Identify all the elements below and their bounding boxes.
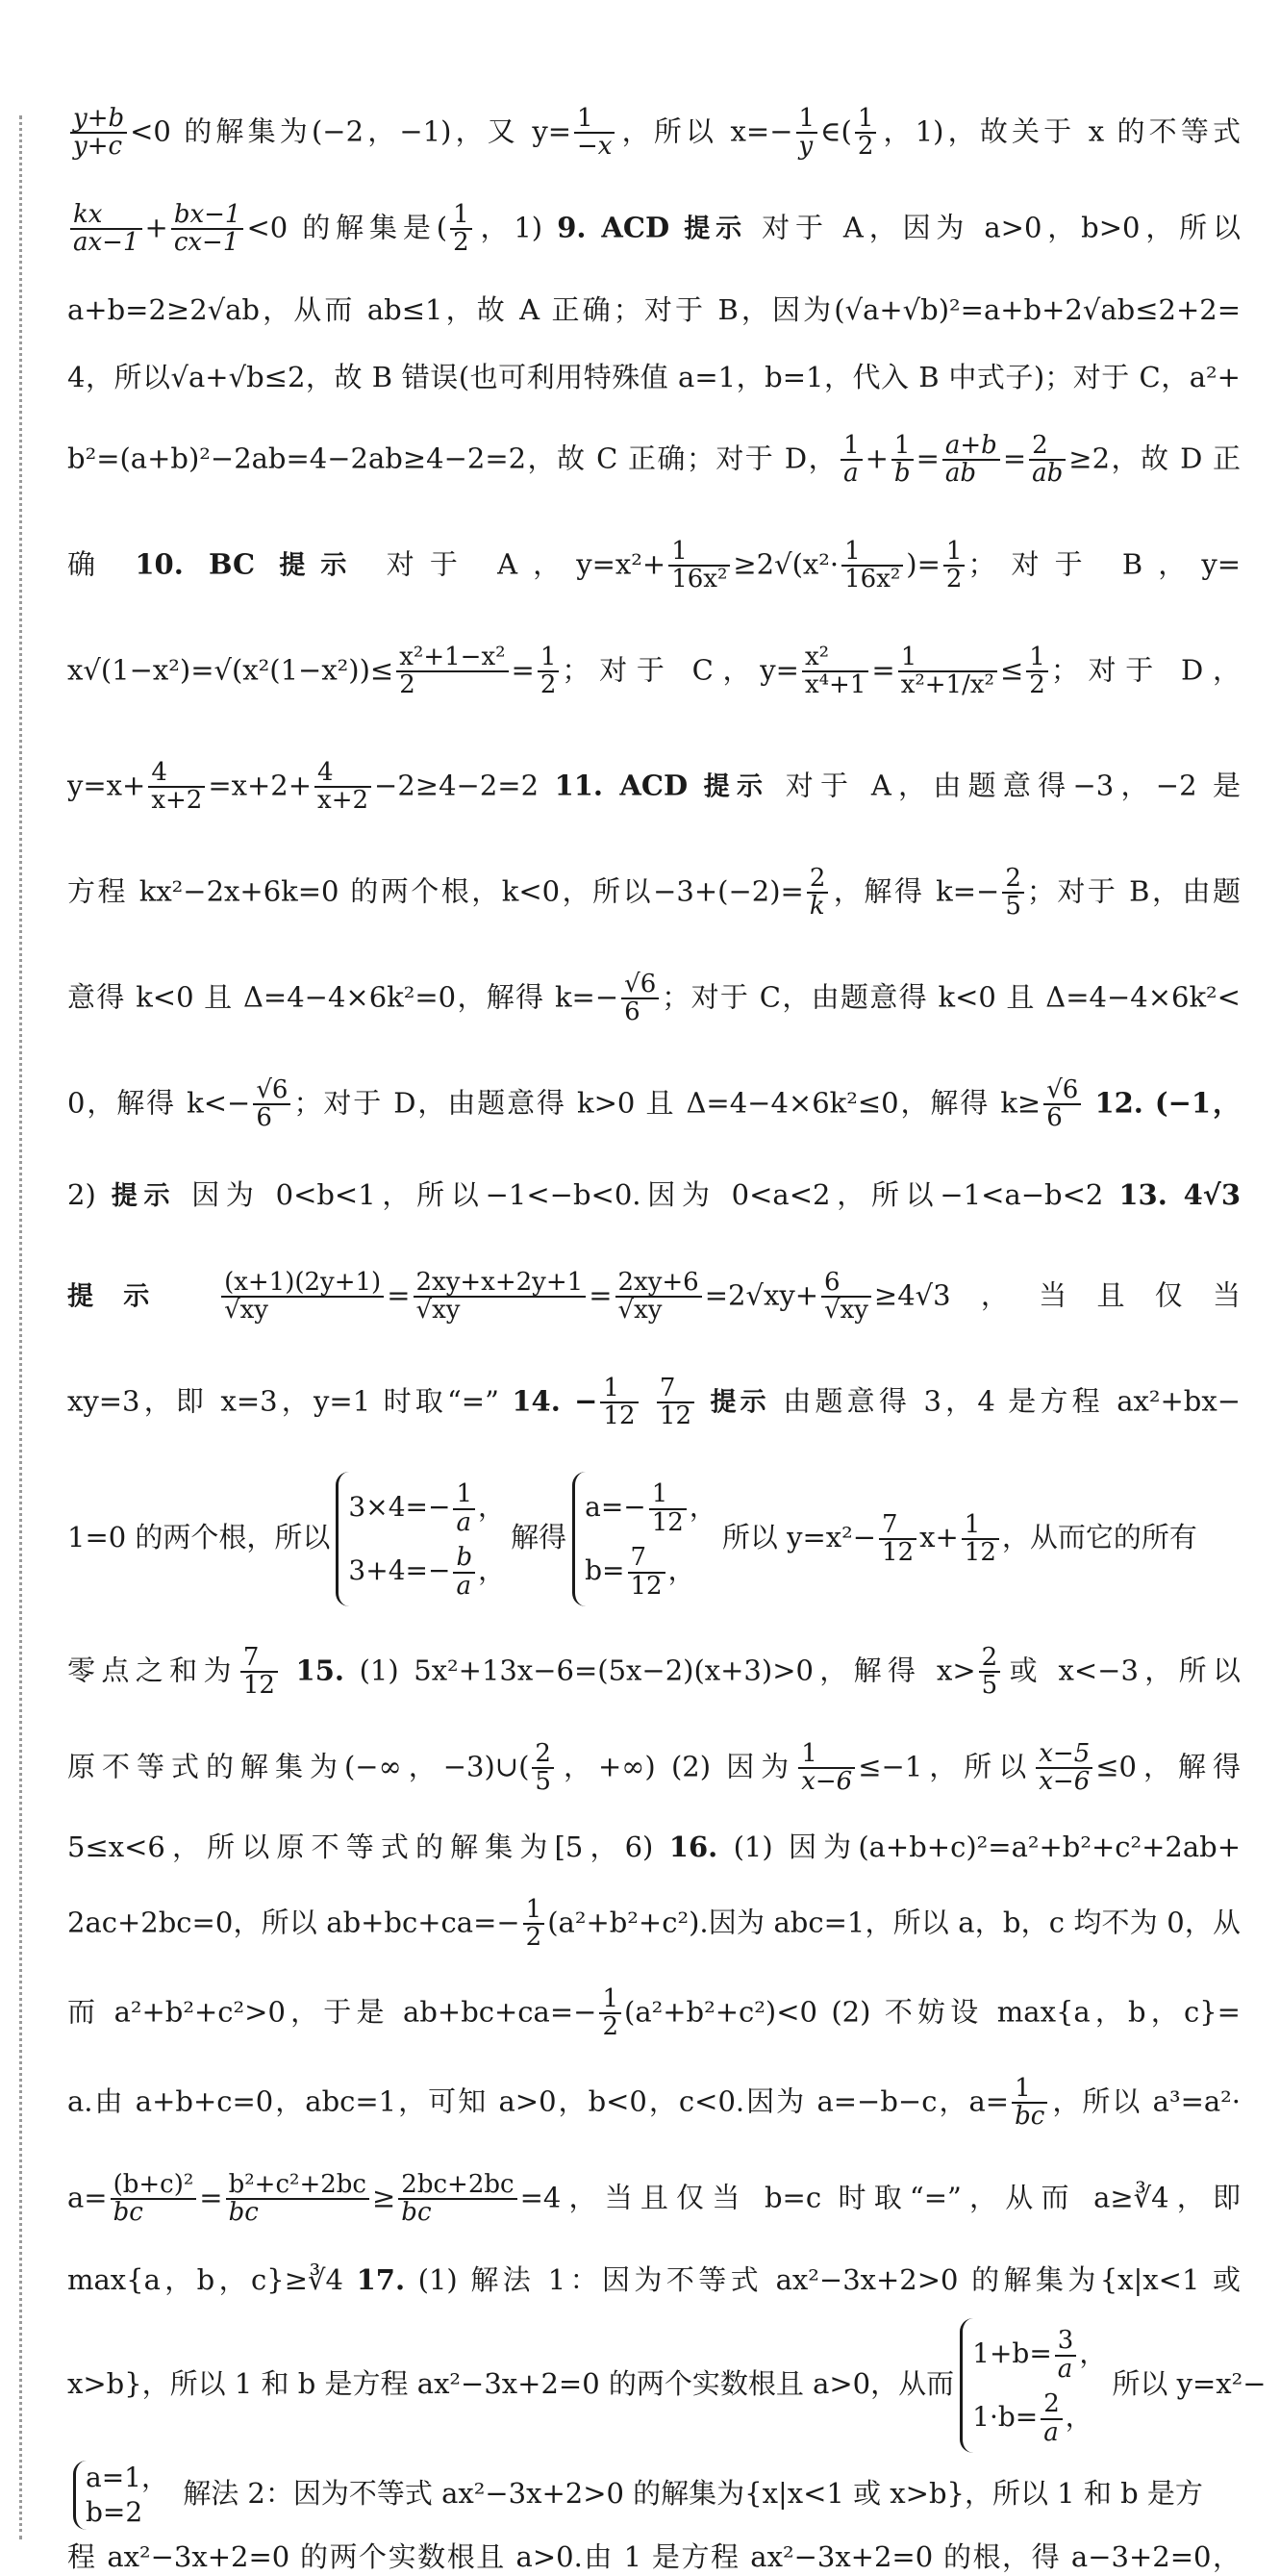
- fraction: $\frac{1}{2}$: [943, 539, 966, 593]
- margin-dotted-rule: [19, 115, 22, 2539]
- fraction: $\frac{1}{bc}$: [1012, 2076, 1047, 2131]
- fraction: $\frac{2bc+2bc}{bc}$: [398, 2172, 516, 2227]
- fraction: $\frac{2}{5}$: [532, 1741, 554, 1796]
- fraction: $\frac{\text{(b+c)²}}{bc}$: [111, 2172, 197, 2227]
- fraction: $\frac{1}{12}$: [600, 1376, 638, 1430]
- answer-14: 14. −: [512, 1384, 598, 1418]
- text-line: $\frac{kx}{ax-1}$ + $\frac{bx-1}{cx-1}$ <0 的解集是( $\frac{1}{2}$ ，1) 9. ACD 提示 对于 A，因为 a>0，b>0，所以: [67, 202, 1241, 257]
- fraction: $\frac{1}{2}$: [1026, 644, 1048, 699]
- answer-15: 15.: [295, 1654, 344, 1687]
- fraction: $\frac{2xy+6}{√xy}$: [615, 1270, 702, 1325]
- text-line: a= $\frac{\text{(b+c)²}}{bc}$ = $\frac{\text{b²+c²+2bc}}{bc}$ ≥ $\frac{2bc+2bc}{bc}$ =4，当且仅当 b=c 时取“=”，从而 a≥∛4，即: [67, 2170, 1241, 2228]
- answer-10: 10. BC: [135, 547, 256, 581]
- fraction: $\frac{1}{12}$: [962, 1512, 999, 1567]
- fraction: $\frac{2}{5}$: [979, 1645, 1001, 1700]
- hint-label: 提示: [279, 550, 363, 581]
- text-line: 程 ax²−3x+2=0 的两个实数根且 a>0.由 1 是方程 ax²−3x+2=0 的根，得 a−3+2=0，: [67, 2540, 1241, 2573]
- fraction: $\frac{7}{12}$: [657, 1376, 694, 1430]
- fraction: $\frac{1}{\text{16x²}}$: [668, 539, 730, 593]
- text-line: $\frac{y+b}{y+c}$ <0 的解集为(−2，−1)，又 y= $\frac{1}{-x}$ ，所以 x=− $\frac{1}{y}$ ∈( $\frac{1}{2}$ ，1)，故关于 x 的不等式: [67, 106, 1241, 161]
- text-line: a.由 a+b+c=0，abc=1，可知 a>0，b<0，c<0.因为 a=−b−c，a= $\frac{1}{bc}$ ，所以 a³=a²·: [67, 2074, 1242, 2132]
- fraction: $\frac{4}{x+2}$: [314, 760, 371, 815]
- answer-12: 12. (−1，: [1094, 1086, 1241, 1120]
- answer-9: 9. ACD: [557, 211, 670, 244]
- fraction: $\frac{1}{\text{16x²}}$: [841, 539, 903, 593]
- text-line: a+b=2≥2√ab，从而 ab≤1，故 A 正确；对于 B，因为(√a+√b)²=a+b+2√ab≤2+2=: [67, 293, 1241, 326]
- text-line: 确 10. BC 提示 对于 A，y=x²+ $\frac{1}{\text{16x²}}$ ≥2√(x²· $\frac{1}{\text{16x²}}$ )= $\frac{1}{2}$ ；对于 B，y=: [67, 537, 1242, 594]
- equation-system: 3×4=− $\frac{1}{a}$ ， 3+4=− $\frac{b}{a}$ ，: [336, 1472, 505, 1606]
- text-line: 零点之和为 $\frac{7}{12}$ 15. (1) 5x²+13x−6=(5x−2)(x+3)>0，解得 x> $\frac{2}{5}$ 或 x<−3，所以: [67, 1643, 1242, 1701]
- text-line: a=1， b=2 解法 2：因为不等式 ax²−3x+2>0 的解集为{x|x<1 或 x>b}，所以 1 和 b 是方: [67, 2461, 1241, 2538]
- fraction: $\frac{1}{2}$: [599, 1986, 621, 2041]
- text-line: 而 a²+b²+c²>0，于是 ab+bc+ca=− $\frac{1}{2}$ (a²+b²+c²)<0 (2) 不妨设 max{a，b，c}=: [67, 1984, 1241, 2042]
- text-line: 1=0 的两个根，所以 3×4=− $\frac{1}{a}$ ， 3+4=− $\frac{b}{a}$ ， 解得 a=− $\frac{1}{12}$ ， b= $\frac{7}{12}$ ， 所以 y=x²− $\frac{7}{12}$ x+ $\frac{1}{12}$ ，从而它的所有: [67, 1472, 1241, 1626]
- text-line: 提示 $\frac{(x+1)(2y+1)}{√xy}$ = $\frac{2xy+x+2y+1}{√xy}$ = $\frac{2xy+6}{√xy}$ =2√xy+ $\frac{6}{√xy}$ ≥4√3，当且仅当: [67, 1268, 1241, 1326]
- fraction: $\frac{1}{2}$: [450, 202, 472, 257]
- fraction: $\frac{2}{5}$: [1002, 866, 1024, 921]
- hint-label: 提示: [67, 1281, 180, 1312]
- fraction: $\frac{1}{x-6}$: [798, 1741, 855, 1796]
- answer-16: 16.: [668, 1831, 718, 1863]
- answer-11: 11. ACD: [554, 769, 689, 802]
- fraction: $\frac{4}{x+2}$: [148, 760, 205, 815]
- hint-label: 提示: [710, 1387, 770, 1418]
- fraction: $\frac{1}{2}$: [538, 644, 560, 699]
- fraction: $\frac{2}{ab}$: [1029, 433, 1066, 488]
- fraction: $\frac{2}{k}$: [807, 866, 829, 921]
- fraction: $\frac{kx}{ax-1}$: [70, 202, 142, 257]
- equation-system: 1+b= $\frac{3}{a}$ ， 1·b= $\frac{2}{a}$ ，: [960, 2318, 1106, 2453]
- hint-label: 提示: [111, 1181, 177, 1211]
- fraction: $\frac{1}{-x}$: [574, 106, 615, 161]
- fraction: $\frac{7}{12}$: [879, 1512, 916, 1567]
- fraction: $\frac{1}{y}$: [796, 106, 818, 161]
- text-line: 2ac+2bc=0，所以 ab+bc+ca=− $\frac{1}{2}$ (a²+b²+c²).因为 abc=1，所以 a，b，c 均不为 0，从: [67, 1895, 1241, 1953]
- fraction: $\frac{√6}{6}$: [621, 972, 659, 1026]
- text-line: y=x+ $\frac{4}{x+2}$ =x+2+ $\frac{4}{x+2}$ −2≥4−2=2 11. ACD 提示 对于 A，由题意得−3，−2 是: [67, 758, 1242, 816]
- fraction: $\frac{\text{x²}}{\text{x⁴+1}}$: [802, 644, 868, 699]
- hint-label: 提示: [684, 214, 747, 244]
- fraction: $\frac{√6}{6}$: [1043, 1077, 1081, 1132]
- text-line: x>b}，所以 1 和 b 是方程 ax²−3x+2=0 的两个实数根且 a>0，从而 1+b= $\frac{3}{a}$ ， 1·b= $\frac{2}{a}$ ， 所以 y=x²−: [67, 2318, 1241, 2462]
- equation-system: a=1， b=2: [73, 2461, 168, 2530]
- fraction: $\frac{7}{12}$: [240, 1645, 278, 1700]
- fraction: $\frac{√6}{6}$: [253, 1077, 290, 1132]
- fraction: $\frac{x-5}{x-6}$: [1036, 1741, 1092, 1796]
- fraction: $\frac{6}{√xy}$: [821, 1270, 871, 1325]
- text-line: xy=3，即 x=3，y=1 时取“=” 14. − $\frac{1}{12}$ $\frac{7}{12}$ 提示 由题意得 3，4 是方程 ax²+bx−: [67, 1374, 1242, 1431]
- equation-system: a=− $\frac{1}{12}$ ， b= $\frac{7}{12}$ ，: [572, 1472, 716, 1606]
- text-line: 意得 k<0 且 Δ=4−4×6k²=0，解得 k=− $\frac{√6}{6}$ ；对于 C，由题意得 k<0 且 Δ=4−4×6k²<: [67, 970, 1241, 1027]
- fraction: $\frac{2xy+x+2y+1}{√xy}$: [414, 1270, 587, 1325]
- text-line: x√(1−x²)=√(x²(1−x²))≤ $\frac{\text{x²+1−x²}}{2}$ = $\frac{1}{2}$ ；对于 C，y= $\frac{\text{x²}}{\text{x⁴+1}}$ = $\frac{1}{\text{x²+1/x²}}$ ≤ $\frac{1}{2}$ ；对于 D，: [67, 643, 1241, 700]
- text-line: b²=(a+b)²−2ab=4−2ab≥4−2=2，故 C 正确；对于 D， $\frac{1}{a}$ + $\frac{1}{b}$ = $\frac{a+b}{ab}$ = $\frac{2}{ab}$ ≥2，故 D 正: [67, 431, 1241, 489]
- text-line: max{a，b，c}≥∛4 17. (1) 解法 1：因为不等式 ax²−3x+2>0 的解集为{x|x<1 或: [67, 2263, 1242, 2296]
- text-line: 5≤x<6，所以原不等式的解集为[5，6) 16. (1) 因为(a+b+c)²=a²+b²+c²+2ab+: [67, 1831, 1242, 1863]
- fraction: $\frac{\text{b²+c²+2bc}}{bc}$: [226, 2172, 369, 2227]
- text-line: 原不等式的解集为(−∞，−3)∪( $\frac{2}{5}$ ，+∞) (2) 因为 $\frac{1}{x-6}$ ≤−1，所以 $\frac{x-5}{x-6}$ ≤0，解得: [67, 1739, 1241, 1797]
- fraction: $\frac{\text{x²+1−x²}}{2}$: [396, 644, 508, 699]
- fraction: $\frac{(x+1)(2y+1)}{√xy}$: [221, 1270, 384, 1325]
- text-line: 方程 kx²−2x+6k=0 的两个根，k<0，所以−3+(−2)= $\frac{2}{k}$ ，解得 k=− $\frac{2}{5}$ ；对于 B，由题: [67, 864, 1242, 922]
- text-line: 2) 提示 因为 0<b<1，所以−1<−b<0.因为 0<a<2，所以−1<a−b<2 13. 4√3: [67, 1178, 1242, 1211]
- answer-13: 13. 4√3: [1118, 1178, 1242, 1211]
- fraction: $\frac{1}{a}$: [841, 433, 863, 488]
- fraction: $\frac{y+b}{y+c}$: [70, 106, 127, 161]
- fraction: $\frac{bx-1}{cx-1}$: [171, 202, 244, 257]
- text-line: 4，所以√a+√b≤2，故 B 错误(也可利用特殊值 a=1，b=1，代入 B 中式子)；对于 C，a²+: [67, 361, 1241, 393]
- fraction: $\frac{1}{2}$: [855, 106, 877, 161]
- fraction: $\frac{1}{\text{x²+1/x²}}$: [898, 644, 997, 699]
- text-line: 0，解得 k<− $\frac{√6}{6}$ ；对于 D，由题意得 k>0 且 Δ=4−4×6k²≤0，解得 k≥ $\frac{√6}{6}$ 12. (−1，: [67, 1075, 1241, 1133]
- fraction: $\frac{1}{2}$: [523, 1897, 545, 1952]
- hint-label: 提示: [703, 771, 770, 802]
- fraction: $\frac{a+b}{ab}$: [942, 433, 1000, 488]
- answer-17: 17.: [356, 2263, 406, 2296]
- fraction: $\frac{1}{b}$: [891, 433, 914, 488]
